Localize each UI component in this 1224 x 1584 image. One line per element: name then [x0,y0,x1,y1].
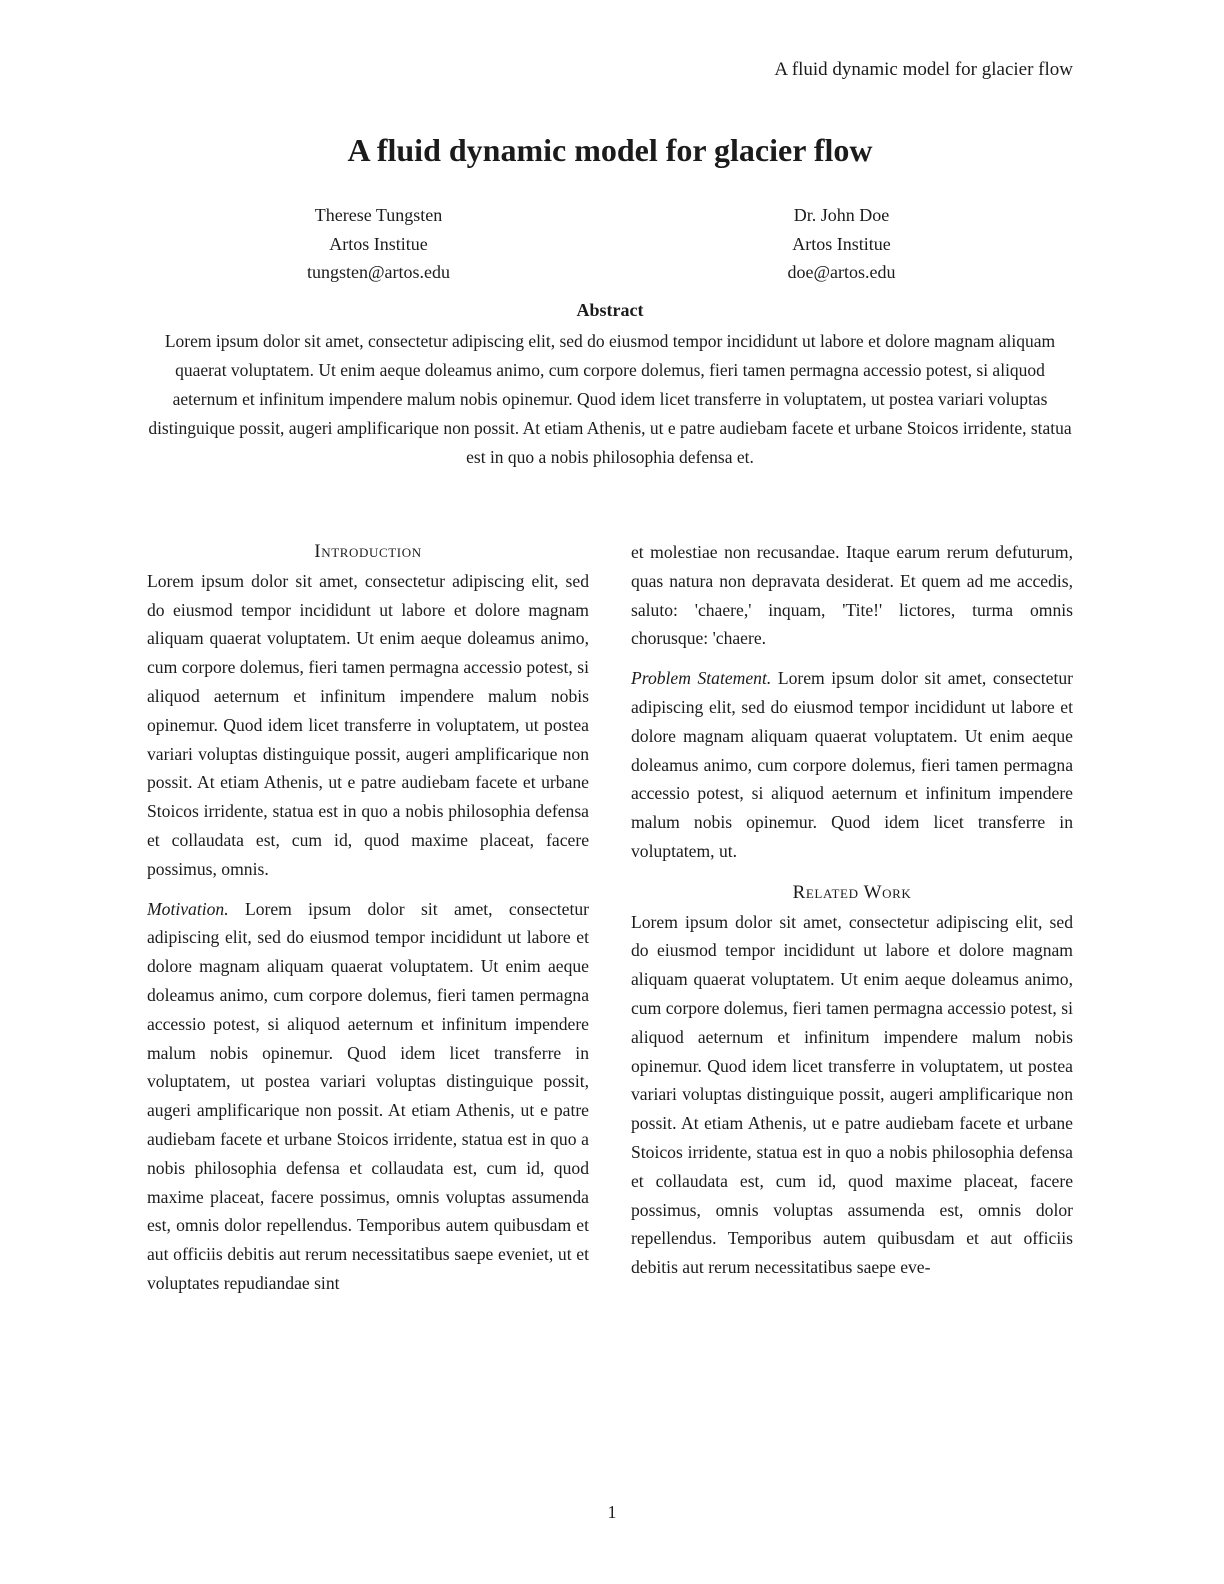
author-1-affiliation: Artos Institue [329,233,428,254]
author-block [147,201,1073,287]
author-2-email: doe@artos.edu [787,262,896,282]
left-column [147,538,589,1438]
abstract-heading: Abstract [576,300,644,320]
problem-statement-paragraph [631,664,1073,866]
section-heading-related-work: Related Work [792,881,912,903]
section-heading-introduction: Introduction [314,541,422,562]
motivation-continuation: et molestiae non recusandae. Itaque earum rerum defuturum, quas natura non depravata desiderat. Et quem ad me accedis, saluto: 'chaere,' inquam, 'Tite!' lictores, turma omnis chorusque: 'chaere. [631,542,1073,649]
author-2-affiliation: Artos Institue [792,233,891,254]
motivation-text: Lorem ipsum dolor sit amet, consectetur adipiscing elit, sed do eiusmod tempor incididunt ut labore et dolore magnam aliquam quaerat voluptatem. Ut enim aeque doleamus animo, cum corpore dolemus, fieri tamen permagna accessio potest, si aliquod aeternum et infinitum impendere malum nobis opinemur. Quod idem licet transferre in voluptatem, ut postea variari voluptas distinguique possit, augeri amplificarique non possit. At etiam Athenis, ut e patre audiebam facete et urbane Stoicos irridente, statua est in quo a nobis philosophia defensa et collaudata est, cum id, quod maxime placeat, facere possimus, omnis voluptas assumenda est, omnis dolor repellendus. Temporibus autem quibusdam et aut officiis debitis aut rerum necessitatibus saepe eveniet, ut et voluptates repudiandae sint [147,898,589,1293]
author-1-email: tungsten@artos.edu [306,262,451,282]
abstract-text: Lorem ipsum dolor sit amet, consectetur adipiscing elit, sed do eiusmod tempor incididunt ut labore et dolore magnam aliquam quaerat voluptatem. Ut enim aeque doleamus animo, cum corpore dolemus, fieri tamen permagna accessio potest, si aliquod aeternum et infinitum impendere malum nobis opinemur. Quod idem licet transferre in voluptatem, ut postea variari voluptas distinguique possit, augeri amplificarique non possit. At etiam Athenis, ut e patre audiebam facete et urbane Stoicos irridente, statua est in quo a nobis philosophia defensa et. [148,331,1072,467]
motivation-paragraph [147,895,589,1298]
related-work-paragraph: Lorem ipsum dolor sit amet, consectetur adipiscing elit, sed do eiusmod tempor incididunt ut labore et dolore magnam aliquam quaerat voluptatem. Ut enim aeque doleamus animo, cum corpore dolemus, fieri tamen permagna accessio potest, si aliquod aeternum et infinitum impendere malum nobis opinemur. Quod idem licet transferre in voluptatem, ut postea variari voluptas distinguique possit, augeri amplificarique non possit. At etiam Athenis, ut e patre audiebam facete et urbane Stoicos irridente, statua est in quo a nobis philosophia defensa et collaudata est, cum id, quod maxime placeat, facere possimus, omnis voluptas assumenda est, omnis dolor repellendus. Temporibus autem quibusdam et aut officiis debitis aut rerum necessitatibus saepe eve- [631,911,1073,1278]
introduction-paragraph: Lorem ipsum dolor sit amet, consectetur adipiscing elit, sed do eiusmod tempor incididunt ut labore et dolore magnam aliquam quaerat voluptatem. Ut enim aeque doleamus animo, cum corpore dolemus, fieri tamen permagna accessio potest, si aliquod aeternum et infinitum impendere malum nobis opinemur. Quod idem licet transferre in voluptatem, ut postea variari voluptas distinguique possit, augeri amplificarique non possit. At etiam Athenis, ut e patre audiebam facete et urbane Stoicos irridente, statua est in quo a nobis philosophia defensa et collaudata est, cum id, quod maxime placeat, facere possimus, omnis. [147,570,589,879]
problem-statement-runin-heading: Problem Statement. [631,668,772,689]
motivation-runin-heading: Motivation. [147,898,229,919]
author-2-name: Dr. John Doe [793,205,890,225]
problem-statement-text: Lorem ipsum dolor sit amet, consectetur adipiscing elit, sed do eiusmod tempor incididunt ut labore et dolore magnam aliquam quaerat voluptatem. Ut enim aeque doleamus animo, cum corpore dolemus, fieri tamen permagna accessio potest, si aliquod aeternum et infinitum impendere malum nobis opinemur. Quod idem licet transferre in voluptatem, ut. [631,668,1073,861]
page-number: 1 [607,1502,617,1522]
paper-title: A fluid dynamic model for glacier flow [347,132,873,168]
author-1 [147,201,610,287]
author-2 [610,201,1073,287]
body-columns [147,538,1073,1438]
right-column [631,538,1073,1438]
author-1-name: Therese Tungsten [314,205,443,225]
running-head: A fluid dynamic model for glacier flow [774,59,1073,80]
